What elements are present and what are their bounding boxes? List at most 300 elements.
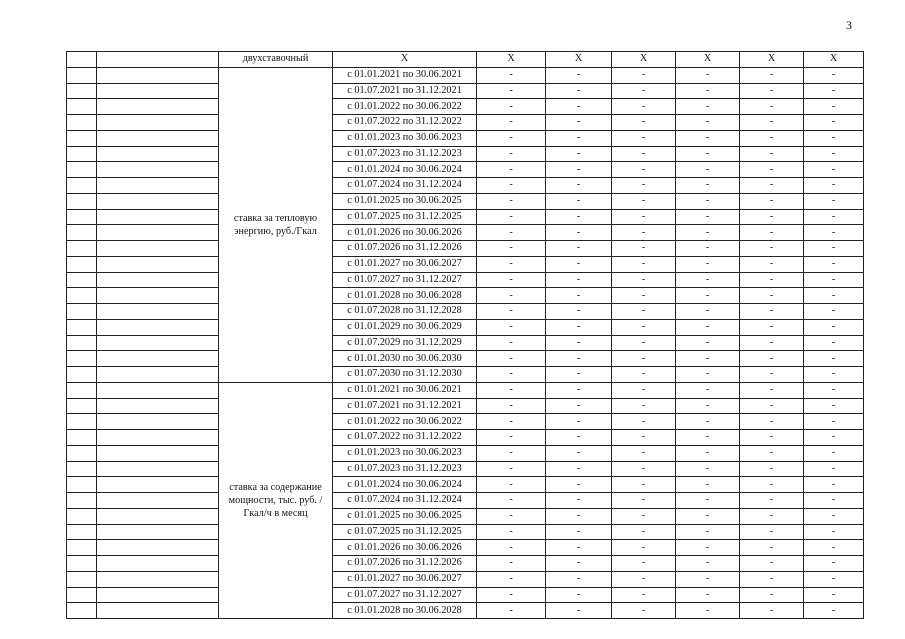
value-cell: - xyxy=(612,524,676,540)
period-cell: с 01.01.2023 по 30.06.2023 xyxy=(333,130,477,146)
name-cell xyxy=(97,493,219,509)
name-cell xyxy=(97,288,219,304)
value-cell: - xyxy=(740,146,804,162)
name-cell xyxy=(97,524,219,540)
value-cell: - xyxy=(546,146,612,162)
value-cell: - xyxy=(804,445,864,461)
table-row xyxy=(67,556,864,572)
value-cell: - xyxy=(740,445,804,461)
value-cell: - xyxy=(477,430,546,446)
number-cell xyxy=(67,398,97,414)
name-cell xyxy=(97,256,219,272)
period-cell: с 01.01.2028 по 30.06.2028 xyxy=(333,603,477,619)
value-cell: - xyxy=(477,130,546,146)
value-cell: - xyxy=(477,304,546,320)
header-mark-cell: Х xyxy=(477,52,546,68)
value-cell: - xyxy=(477,241,546,257)
table-row xyxy=(67,414,864,430)
name-cell xyxy=(97,99,219,115)
name-cell xyxy=(97,209,219,225)
number-cell xyxy=(67,225,97,241)
value-cell: - xyxy=(546,83,612,99)
value-cell: - xyxy=(740,477,804,493)
table-row xyxy=(67,288,864,304)
period-cell: с 01.01.2025 по 30.06.2025 xyxy=(333,508,477,524)
value-cell: - xyxy=(546,556,612,572)
number-cell xyxy=(67,256,97,272)
value-cell: - xyxy=(676,83,740,99)
value-cell: - xyxy=(546,178,612,194)
value-cell: - xyxy=(740,508,804,524)
value-cell: - xyxy=(546,603,612,619)
name-cell xyxy=(97,335,219,351)
name-cell xyxy=(97,571,219,587)
value-cell: - xyxy=(612,99,676,115)
value-cell: - xyxy=(546,367,612,383)
value-cell: - xyxy=(546,304,612,320)
value-cell: - xyxy=(477,587,546,603)
value-cell: - xyxy=(740,430,804,446)
value-cell: - xyxy=(546,477,612,493)
header-row xyxy=(67,52,864,68)
period-cell: с 01.07.2024 по 31.12.2024 xyxy=(333,493,477,509)
number-cell xyxy=(67,83,97,99)
period-cell: с 01.01.2024 по 30.06.2024 xyxy=(333,162,477,178)
value-cell: - xyxy=(740,162,804,178)
value-cell: - xyxy=(804,241,864,257)
table-row xyxy=(67,524,864,540)
value-cell: - xyxy=(804,335,864,351)
value-cell: - xyxy=(804,193,864,209)
value-cell: - xyxy=(612,209,676,225)
value-cell: - xyxy=(676,477,740,493)
name-cell xyxy=(97,83,219,99)
table-row xyxy=(67,83,864,99)
table-row xyxy=(67,445,864,461)
value-cell: - xyxy=(676,398,740,414)
number-cell xyxy=(67,178,97,194)
number-cell xyxy=(67,430,97,446)
period-cell: с 01.01.2027 по 30.06.2027 xyxy=(333,571,477,587)
value-cell: - xyxy=(804,130,864,146)
value-cell: - xyxy=(612,319,676,335)
table-row xyxy=(67,209,864,225)
table-row xyxy=(67,493,864,509)
number-cell xyxy=(67,99,97,115)
period-cell: с 01.07.2023 по 31.12.2023 xyxy=(333,146,477,162)
value-cell: - xyxy=(804,477,864,493)
value-cell: - xyxy=(740,571,804,587)
tariff-table xyxy=(66,51,864,619)
name-cell xyxy=(97,430,219,446)
period-cell: с 01.07.2026 по 31.12.2026 xyxy=(333,556,477,572)
table-row xyxy=(67,319,864,335)
value-cell: - xyxy=(612,367,676,383)
value-cell: - xyxy=(804,398,864,414)
value-cell: - xyxy=(477,445,546,461)
value-cell: - xyxy=(612,162,676,178)
value-cell: - xyxy=(477,162,546,178)
value-cell: - xyxy=(676,493,740,509)
value-cell: - xyxy=(676,115,740,131)
value-cell: - xyxy=(804,272,864,288)
value-cell: - xyxy=(546,493,612,509)
value-cell: - xyxy=(477,540,546,556)
value-cell: - xyxy=(546,430,612,446)
value-cell: - xyxy=(546,256,612,272)
value-cell: - xyxy=(612,256,676,272)
period-cell: с 01.01.2023 по 30.06.2023 xyxy=(333,445,477,461)
value-cell: - xyxy=(740,193,804,209)
value-cell: - xyxy=(546,288,612,304)
value-cell: - xyxy=(676,556,740,572)
name-cell xyxy=(97,67,219,83)
period-cell: с 01.07.2027 по 31.12.2027 xyxy=(333,587,477,603)
value-cell: - xyxy=(676,225,740,241)
table-row xyxy=(67,272,864,288)
value-cell: - xyxy=(477,209,546,225)
table-row xyxy=(67,571,864,587)
value-cell: - xyxy=(612,508,676,524)
value-cell: - xyxy=(676,430,740,446)
value-cell: - xyxy=(676,367,740,383)
value-cell: - xyxy=(804,461,864,477)
value-cell: - xyxy=(546,67,612,83)
number-cell xyxy=(67,241,97,257)
value-cell: - xyxy=(477,382,546,398)
value-cell: - xyxy=(546,445,612,461)
value-cell: - xyxy=(676,603,740,619)
name-cell xyxy=(97,540,219,556)
name-cell xyxy=(97,193,219,209)
table-row xyxy=(67,256,864,272)
value-cell: - xyxy=(612,335,676,351)
number-cell xyxy=(67,146,97,162)
value-cell: - xyxy=(740,398,804,414)
rate-group-label: ставка за тепловую энергию, руб./Гкал xyxy=(219,67,333,382)
header-mark-cell: Х xyxy=(612,52,676,68)
value-cell: - xyxy=(612,445,676,461)
value-cell: - xyxy=(740,587,804,603)
number-cell xyxy=(67,493,97,509)
period-cell: с 01.07.2026 по 31.12.2026 xyxy=(333,241,477,257)
period-cell: с 01.07.2025 по 31.12.2025 xyxy=(333,524,477,540)
name-cell xyxy=(97,241,219,257)
value-cell: - xyxy=(804,414,864,430)
period-cell: с 01.01.2028 по 30.06.2028 xyxy=(333,288,477,304)
value-cell: - xyxy=(612,461,676,477)
value-cell: - xyxy=(740,414,804,430)
value-cell: - xyxy=(612,115,676,131)
table-row xyxy=(67,367,864,383)
value-cell: - xyxy=(676,272,740,288)
value-cell: - xyxy=(477,256,546,272)
value-cell: - xyxy=(804,67,864,83)
name-cell xyxy=(97,367,219,383)
value-cell: - xyxy=(477,115,546,131)
value-cell: - xyxy=(804,304,864,320)
value-cell: - xyxy=(676,288,740,304)
value-cell: - xyxy=(804,146,864,162)
value-cell: - xyxy=(612,477,676,493)
period-cell: с 01.07.2024 по 31.12.2024 xyxy=(333,178,477,194)
period-cell: с 01.07.2028 по 31.12.2028 xyxy=(333,304,477,320)
number-cell xyxy=(67,556,97,572)
value-cell: - xyxy=(612,288,676,304)
number-cell xyxy=(67,461,97,477)
header-mark-cell: Х xyxy=(804,52,864,68)
number-cell xyxy=(67,382,97,398)
value-cell: - xyxy=(612,398,676,414)
period-cell: с 01.07.2021 по 31.12.2021 xyxy=(333,398,477,414)
value-cell: - xyxy=(804,540,864,556)
value-cell: - xyxy=(546,319,612,335)
number-cell xyxy=(67,571,97,587)
value-cell: - xyxy=(612,130,676,146)
period-cell: с 01.07.2027 по 31.12.2027 xyxy=(333,272,477,288)
value-cell: - xyxy=(740,130,804,146)
value-cell: - xyxy=(477,146,546,162)
value-cell: - xyxy=(546,540,612,556)
value-cell: - xyxy=(804,115,864,131)
page-number: 3 xyxy=(846,18,852,32)
period-cell: с 01.01.2027 по 30.06.2027 xyxy=(333,256,477,272)
name-cell xyxy=(97,382,219,398)
number-cell xyxy=(67,445,97,461)
value-cell: - xyxy=(612,225,676,241)
name-cell xyxy=(97,52,219,68)
value-cell: - xyxy=(546,351,612,367)
table-row xyxy=(67,304,864,320)
value-cell: - xyxy=(676,445,740,461)
value-cell: - xyxy=(676,67,740,83)
value-cell: - xyxy=(477,571,546,587)
value-cell: - xyxy=(676,146,740,162)
value-cell: - xyxy=(804,571,864,587)
value-cell: - xyxy=(804,508,864,524)
name-cell xyxy=(97,556,219,572)
table-row xyxy=(67,461,864,477)
value-cell: - xyxy=(804,83,864,99)
value-cell: - xyxy=(740,178,804,194)
name-cell xyxy=(97,587,219,603)
value-cell: - xyxy=(546,130,612,146)
table-row xyxy=(67,146,864,162)
value-cell: - xyxy=(477,351,546,367)
value-cell: - xyxy=(740,461,804,477)
value-cell: - xyxy=(740,524,804,540)
value-cell: - xyxy=(477,367,546,383)
number-cell xyxy=(67,162,97,178)
period-cell: с 01.07.2022 по 31.12.2022 xyxy=(333,430,477,446)
value-cell: - xyxy=(676,99,740,115)
value-cell: - xyxy=(546,508,612,524)
table-row xyxy=(67,603,864,619)
period-cell: с 01.01.2025 по 30.06.2025 xyxy=(333,193,477,209)
value-cell: - xyxy=(612,540,676,556)
value-cell: - xyxy=(612,556,676,572)
header-mark-cell: Х xyxy=(546,52,612,68)
value-cell: - xyxy=(804,367,864,383)
value-cell: - xyxy=(612,272,676,288)
value-cell: - xyxy=(477,225,546,241)
table-row xyxy=(67,477,864,493)
table-row xyxy=(67,508,864,524)
value-cell: - xyxy=(546,99,612,115)
value-cell: - xyxy=(740,288,804,304)
value-cell: - xyxy=(477,288,546,304)
value-cell: - xyxy=(546,524,612,540)
table-row xyxy=(67,225,864,241)
value-cell: - xyxy=(676,256,740,272)
value-cell: - xyxy=(804,493,864,509)
tariff-type-cell: двухставочный xyxy=(219,52,333,68)
value-cell: - xyxy=(612,67,676,83)
number-cell xyxy=(67,115,97,131)
number-cell xyxy=(67,304,97,320)
table-row xyxy=(67,162,864,178)
value-cell: - xyxy=(477,508,546,524)
number-cell xyxy=(67,209,97,225)
number-cell xyxy=(67,477,97,493)
name-cell xyxy=(97,304,219,320)
value-cell: - xyxy=(740,319,804,335)
table-row xyxy=(67,335,864,351)
value-cell: - xyxy=(676,587,740,603)
period-cell: с 01.01.2022 по 30.06.2022 xyxy=(333,99,477,115)
value-cell: - xyxy=(740,382,804,398)
period-cell: с 01.07.2022 по 31.12.2022 xyxy=(333,115,477,131)
period-cell: с 01.07.2021 по 31.12.2021 xyxy=(333,83,477,99)
value-cell: - xyxy=(477,556,546,572)
value-cell: - xyxy=(546,587,612,603)
number-cell xyxy=(67,603,97,619)
table-row xyxy=(67,587,864,603)
value-cell: - xyxy=(612,414,676,430)
value-cell: - xyxy=(676,351,740,367)
table-row xyxy=(67,241,864,257)
value-cell: - xyxy=(740,351,804,367)
name-cell xyxy=(97,178,219,194)
name-cell xyxy=(97,130,219,146)
value-cell: - xyxy=(676,162,740,178)
value-cell: - xyxy=(477,461,546,477)
value-cell: - xyxy=(546,115,612,131)
value-cell: - xyxy=(676,414,740,430)
value-cell: - xyxy=(804,178,864,194)
value-cell: - xyxy=(676,335,740,351)
value-cell: - xyxy=(740,67,804,83)
value-cell: - xyxy=(676,508,740,524)
value-cell: - xyxy=(612,178,676,194)
value-cell: - xyxy=(612,382,676,398)
table-row xyxy=(67,398,864,414)
value-cell: - xyxy=(740,335,804,351)
period-cell: с 01.01.2026 по 30.06.2026 xyxy=(333,225,477,241)
value-cell: - xyxy=(804,209,864,225)
number-cell xyxy=(67,52,97,68)
header-mark-cell: Х xyxy=(676,52,740,68)
value-cell: - xyxy=(676,461,740,477)
value-cell: - xyxy=(676,209,740,225)
table-row xyxy=(67,382,864,398)
value-cell: - xyxy=(612,571,676,587)
header-mark-cell: Х xyxy=(333,52,477,68)
name-cell xyxy=(97,225,219,241)
period-cell: с 01.07.2023 по 31.12.2023 xyxy=(333,461,477,477)
value-cell: - xyxy=(804,351,864,367)
value-cell: - xyxy=(612,587,676,603)
table-row xyxy=(67,193,864,209)
value-cell: - xyxy=(804,225,864,241)
table-row xyxy=(67,540,864,556)
number-cell xyxy=(67,540,97,556)
value-cell: - xyxy=(804,382,864,398)
value-cell: - xyxy=(676,571,740,587)
value-cell: - xyxy=(477,83,546,99)
number-cell xyxy=(67,587,97,603)
value-cell: - xyxy=(546,272,612,288)
value-cell: - xyxy=(477,603,546,619)
value-cell: - xyxy=(612,304,676,320)
number-cell xyxy=(67,288,97,304)
value-cell: - xyxy=(740,225,804,241)
name-cell xyxy=(97,414,219,430)
value-cell: - xyxy=(804,524,864,540)
value-cell: - xyxy=(740,367,804,383)
name-cell xyxy=(97,319,219,335)
value-cell: - xyxy=(676,130,740,146)
value-cell: - xyxy=(546,209,612,225)
period-cell: с 01.01.2021 по 30.06.2021 xyxy=(333,67,477,83)
value-cell: - xyxy=(804,319,864,335)
value-cell: - xyxy=(804,603,864,619)
value-cell: - xyxy=(477,493,546,509)
value-cell: - xyxy=(612,83,676,99)
table-row xyxy=(67,430,864,446)
table-row xyxy=(67,178,864,194)
value-cell: - xyxy=(804,256,864,272)
value-cell: - xyxy=(740,115,804,131)
value-cell: - xyxy=(477,319,546,335)
value-cell: - xyxy=(804,99,864,115)
value-cell: - xyxy=(477,398,546,414)
value-cell: - xyxy=(612,241,676,257)
number-cell xyxy=(67,272,97,288)
table-row xyxy=(67,130,864,146)
value-cell: - xyxy=(804,288,864,304)
value-cell: - xyxy=(740,493,804,509)
value-cell: - xyxy=(477,99,546,115)
value-cell: - xyxy=(546,162,612,178)
table-body xyxy=(67,52,864,619)
value-cell: - xyxy=(740,99,804,115)
value-cell: - xyxy=(676,178,740,194)
value-cell: - xyxy=(676,241,740,257)
value-cell: - xyxy=(740,209,804,225)
table-row xyxy=(67,67,864,83)
name-cell xyxy=(97,398,219,414)
value-cell: - xyxy=(740,556,804,572)
name-cell xyxy=(97,146,219,162)
period-cell: с 01.01.2022 по 30.06.2022 xyxy=(333,414,477,430)
value-cell: - xyxy=(477,335,546,351)
value-cell: - xyxy=(546,225,612,241)
table-row xyxy=(67,351,864,367)
value-cell: - xyxy=(740,603,804,619)
value-cell: - xyxy=(477,524,546,540)
name-cell xyxy=(97,115,219,131)
